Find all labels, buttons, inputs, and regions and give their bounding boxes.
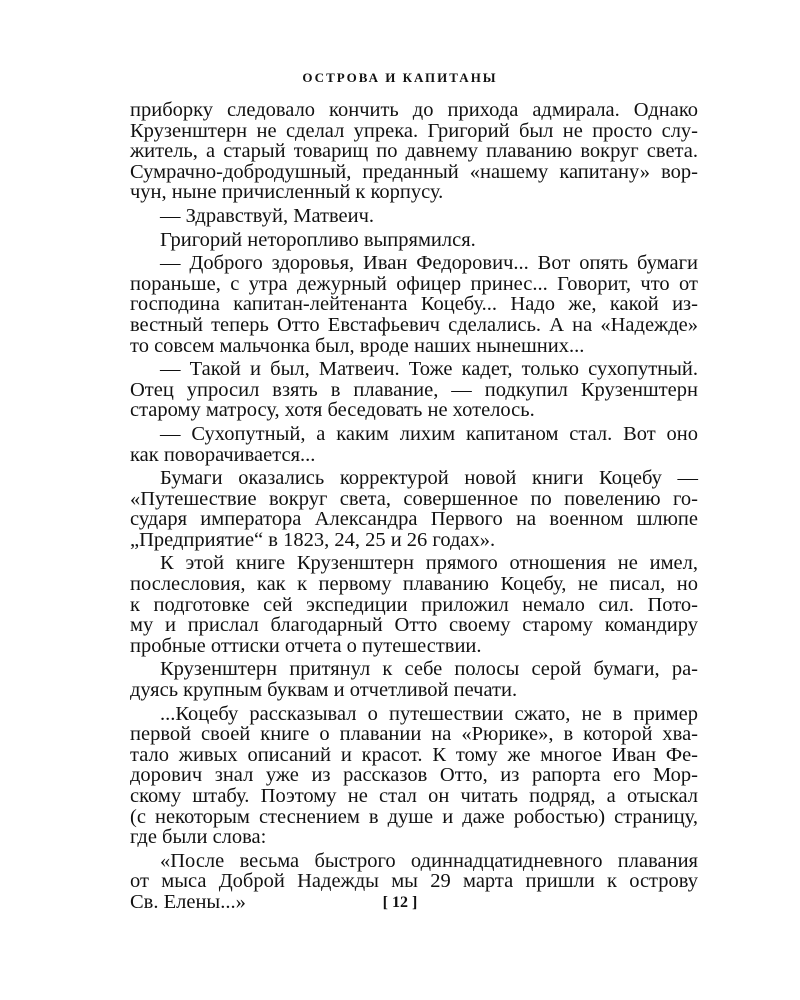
text-line: пораньше, с утра дежурный офицер принес... Говорит, что от <box>130 272 698 295</box>
running-header: ОСТРОВА И КАПИТАНЫ <box>302 70 498 85</box>
text-line: сударя императора Александра Первого на военном шлюпе <box>130 508 698 531</box>
text-line: житель, а старый товарищ по давнему плаванию вокруг света. <box>130 140 698 163</box>
text-line: тало живых описаний и красот. К тому же многое Иван Фе- <box>130 743 698 766</box>
text-line: «Путешествие вокруг света, совершенное по повелению го- <box>130 487 698 510</box>
text-line: Крузенштерн не сделал упрека. Григорий был не просто слу- <box>130 119 698 142</box>
text-line: — Здравствуй, Матвеич. <box>160 204 375 227</box>
text-line: пробные оттиски отчета о путешествии. <box>130 634 482 657</box>
text-line: послесловия, как к первому плаванию Коцебу, не писал, но <box>130 573 698 596</box>
text-line: старому матросу, хотя беседовать не хотелось. <box>130 399 535 422</box>
text-line: Григорий неторопливо выпрямился. <box>160 228 476 251</box>
text-line: от мыса Доброй Надежды мы 29 марта пришли к острову <box>130 870 698 893</box>
text-line: вестный теперь Отто Евстафьевич сделались. А на «Надежде» <box>130 313 698 336</box>
text-line: Св. Елены...» <box>130 890 246 913</box>
text-line: Крузенштерн притянул к себе полосы серой бумаги, ра- <box>160 658 698 681</box>
text-line: первой своей книге о плавании на «Рюрике», в которой хва- <box>130 723 698 746</box>
text-line: „Предприятие“ в 1823, 24, 25 и 26 годах». <box>130 528 496 551</box>
text-line: к подготовке сей экспедиции приложил немало сил. Пото- <box>130 593 698 616</box>
text-line: «После весьма быстрого одиннадцатидневного плавания <box>160 849 698 872</box>
text-line: где были слова: <box>130 826 267 849</box>
text-line: скому штабу. Поэтому не стал он читать подряд, а отыскал <box>130 785 698 807</box>
text-line: дорович знал уже из рассказов Отто, из рапорта его Мор- <box>130 764 698 787</box>
text-line: — Сухопутный, а каким лихим капитаном стал. Вот оно <box>160 422 698 445</box>
text-line: (с некоторым стеснением в душе и даже робостью) страницу, <box>130 805 698 828</box>
text-line: — Доброго здоровья, Иван Федорович... Вот опять бумаги <box>160 252 698 275</box>
text-line: му и прислал благодарный Отто своему старому командиру <box>130 614 698 637</box>
body-text <box>130 100 698 913</box>
text-line: как поворачивается... <box>130 443 316 466</box>
text-line: — Такой и был, Матвеич. Тоже кадет, только сухопутный. <box>160 358 698 381</box>
text-line: К этой книге Крузенштерн прямого отношения не имел, <box>160 552 698 575</box>
text-line: дуясь крупным буквам и отчетливой печати. <box>130 679 518 702</box>
text-line: господина капитан-лейтенанта Коцебу... Надо же, какой из- <box>130 293 698 316</box>
text-line: чун, ныне причисленный к корпусу. <box>130 181 444 204</box>
text-line: приборку следовало кончить до прихода адмирала. Однако <box>130 99 698 121</box>
page-number: [ 12 ] <box>382 894 418 911</box>
text-line: то совсем мальчонка был, вроде наших нынешних... <box>130 334 585 357</box>
text-line: Сумрачно-добродушный, преданный «нашему капитану» вор- <box>130 160 698 183</box>
text-line: ...Коцебу рассказывал о путешествии сжато, не в пример <box>160 702 698 725</box>
text-line: Бумаги оказались корректурой новой книги Коцебу — <box>160 467 698 490</box>
text-line: Отец упросил взять в плавание, — подкупил Крузенштерн <box>130 378 698 401</box>
